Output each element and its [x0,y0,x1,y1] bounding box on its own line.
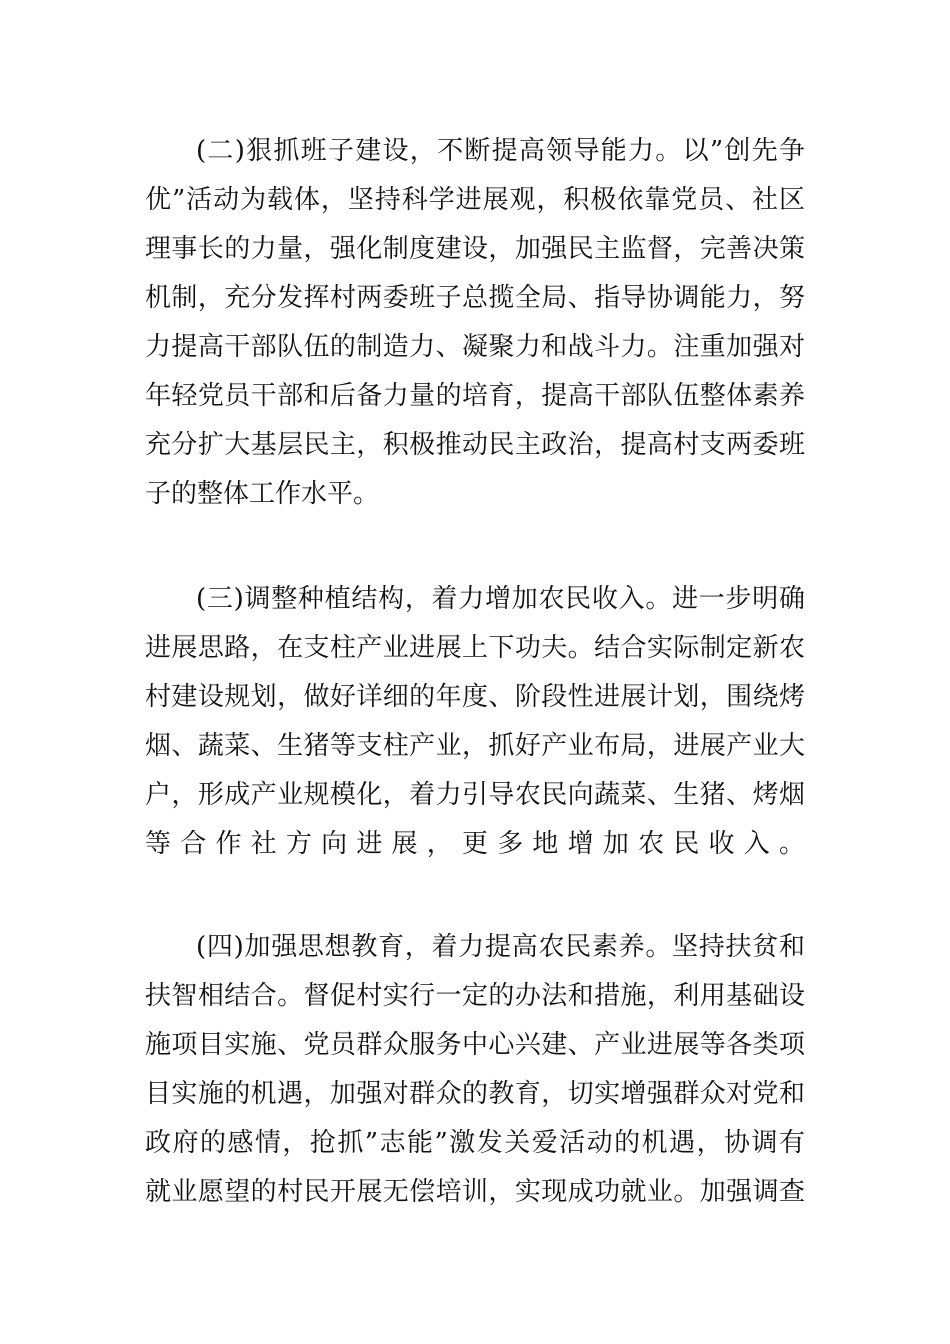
text-line: 目实施的机遇，加强对群众的教育，切实增强群众对党和 [145,1079,805,1109]
text-line: 进展思路，在支柱产业进展上下功夫。结合实际制定新农 [145,633,805,663]
text-line: 等合作社方向进展，更多地增加农民收入。 [145,829,805,859]
text-line: 年轻党员干部和后备力量的培育，提高干部队伍整体素养 [145,381,805,411]
text-line: 充分扩大基层民主，积极推动民主政治，提高村支两委班 [145,430,805,460]
text-line: 优”活动为载体，坚持科学进展观，积极依靠党员、社区 [145,185,805,215]
text-line: 就业愿望的村民开展无偿培训，实现成功就业。加强调查 [145,1177,805,1207]
text-line: 力提高干部队伍的制造力、凝聚力和战斗力。注重加强对 [145,332,805,362]
text-line: 村建设规划，做好详细的年度、阶段性进展计划，围绕烤 [145,682,805,712]
text-line: 施项目实施、党员群众服务中心兴建、产业进展等各类项 [145,1030,805,1060]
text-line: 扶智相结合。督促村实行一定的办法和措施，利用基础设 [145,981,805,1011]
text-line: 理事长的力量，强化制度建设，加强民主监督，完善决策 [145,234,805,264]
text-line: 机制，充分发挥村两委班子总揽全局、指导协调能力，努 [145,283,805,313]
text-line: (二)狠抓班子建设，不断提高领导能力。以”创先争 [196,136,805,166]
text-line: 子的整体工作水平。 [145,479,380,509]
text-line: 烟、蔬菜、生猪等支柱产业，抓好产业布局，进展产业大 [145,731,805,761]
text-line: (四)加强思想教育，着力提高农民素养。坚持扶贫和 [196,932,805,962]
text-line: 户，形成产业规模化，着力引导农民向蔬菜、生猪、烤烟 [145,780,805,810]
text-line: 政府的感情，抢抓”志能”激发关爱活动的机遇，协调有 [145,1128,805,1158]
text-line: (三)调整种植结构，着力增加农民收入。进一步明确 [196,584,805,614]
